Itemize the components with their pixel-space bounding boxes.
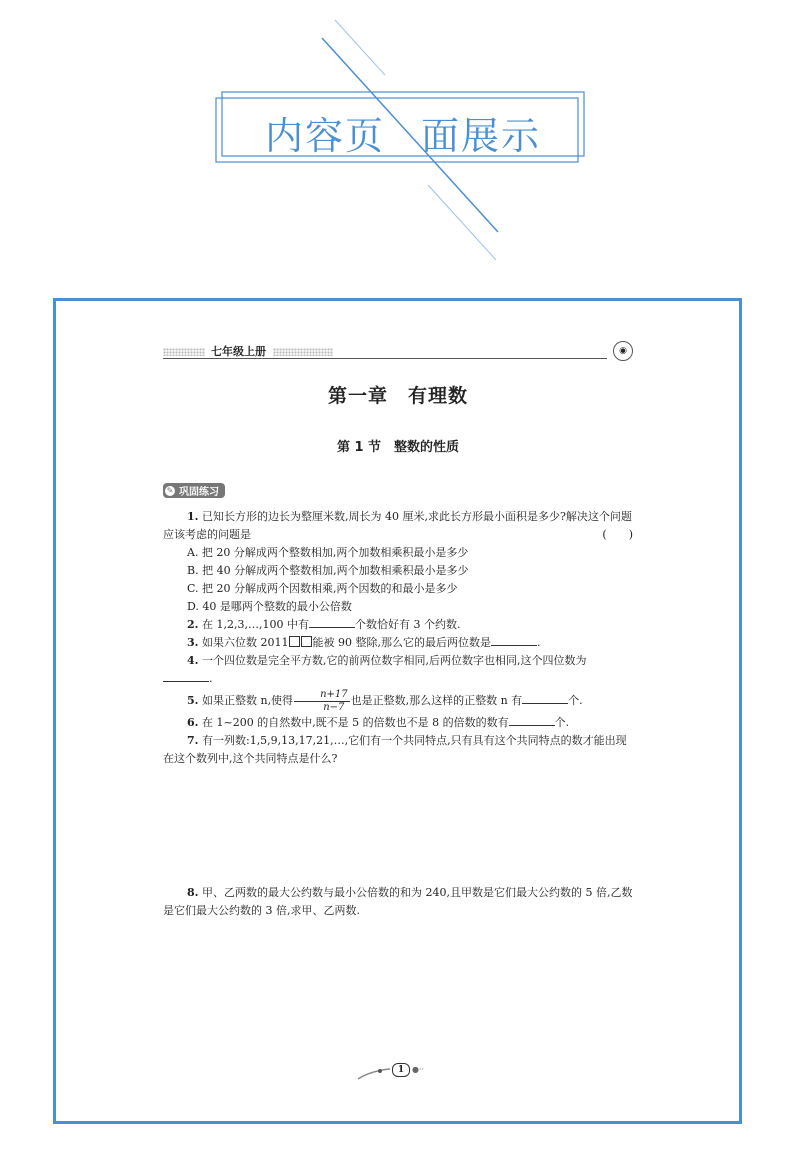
running-head-dots-right (273, 348, 333, 356)
fraction-numerator: n+17 (294, 689, 350, 702)
question-text: 一个四位数是完全平方数,它的前两位数字相同,后两位数字也相同,这个四位数为 (201, 654, 587, 667)
question-number: 6. (187, 716, 199, 729)
question-number: 1. (187, 510, 199, 523)
page-frame (53, 298, 742, 1124)
question-text-end: 个. (554, 716, 570, 729)
option-d: D. 40 是哪两个整数的最小公倍数 (187, 600, 352, 613)
question-number: 8. (187, 886, 199, 899)
question-1 (163, 508, 633, 616)
answer-blank (309, 617, 355, 628)
question-text: 有一列数:1,5,9,13,17,21,…,它们有一个共同特点,只有具有这个共同特点的数才能出现在这个数列中,这个共同特点是什么? (163, 734, 627, 765)
question-text-end: 个数恰好有 3 个约数. (354, 618, 461, 631)
question-text: 如果正整数 n,使得 (201, 694, 294, 707)
question-number: 4. (187, 654, 199, 667)
question-number: 2. (187, 618, 199, 631)
question-text-end: . (209, 672, 213, 685)
fraction-denominator: n−7 (323, 701, 345, 713)
textbook-page (163, 341, 633, 920)
question-text: 如果六位数 2011 (201, 636, 289, 649)
question-4 (163, 652, 633, 688)
answer-blank (163, 671, 209, 682)
banner-title-right: 面展示 (421, 113, 542, 158)
question-6 (163, 714, 633, 732)
question-7 (163, 732, 633, 768)
question-3 (163, 634, 633, 652)
running-head (163, 341, 633, 363)
digit-box (301, 636, 312, 647)
running-head-rule (163, 358, 607, 359)
runner-icon (356, 1067, 392, 1081)
chapter-title: 第一章 有理数 (327, 385, 468, 407)
fraction (294, 689, 350, 714)
question-text-end: 个. (568, 694, 583, 707)
question-2 (163, 616, 633, 634)
option-c: C. 把 20 分解成两个因数相乘,两个因数的和最小是多少 (187, 582, 458, 595)
question-number: 5. (187, 694, 199, 707)
running-head-dots (163, 348, 205, 356)
question-text: 甲、乙两数的最大公约数与最小公倍数的和为 240,且甲数是它们最大公约数的 5 倍,乙数是它们最大公约数的 3 倍,求甲、乙两数. (163, 886, 633, 917)
emblem-icon: ◉ (613, 341, 633, 361)
section-title: 第 1 节 整数的性质 (336, 440, 460, 455)
option-b: B. 把 40 分解成两个整数相加,两个加数相乘积最小是多少 (187, 564, 469, 577)
running-head-label: 七年级上册 (211, 345, 266, 358)
practice-icon: ✎ (166, 485, 174, 495)
digit-box (289, 636, 300, 647)
question-text-mid: 也是正整数,那么这样的正整数 n 有 (350, 694, 523, 707)
page-number: 1 (392, 1063, 410, 1077)
question-text: 在 1~200 的自然数中,既不是 5 的倍数也不是 8 的倍数的数有 (201, 716, 509, 729)
question-text-end: . (536, 636, 541, 649)
answer-blank (522, 693, 568, 704)
question-text-mid: 能被 90 整除,那么它的最后两位数是 (312, 636, 491, 649)
practice-tag-label: 巩固练习 (179, 487, 219, 498)
banner-title-left: 内容页 (264, 113, 385, 158)
answer-blank (491, 635, 537, 646)
banner (0, 0, 790, 300)
question-number: 7. (187, 734, 199, 747)
option-a: A. 把 20 分解成两个整数相加,两个加数相乘积最小是多少 (187, 546, 469, 559)
banner-title (228, 104, 578, 160)
question-stem: 已知长方形的边长为整厘米数,周长为 40 厘米,求此长方形最小面积是多少?解决这个问题应该考虑的问题是 (163, 510, 632, 541)
answer-blank (509, 715, 555, 726)
page-footer (356, 1063, 446, 1079)
question-5 (163, 688, 633, 714)
footer-dots: ●·· (412, 1065, 425, 1074)
question-text: 在 1,2,3,…,100 中有 (201, 618, 309, 631)
question-number: 3. (187, 636, 199, 649)
question-8 (163, 884, 633, 920)
practice-tag (163, 483, 225, 498)
answer-paren: ( ) (602, 528, 633, 541)
